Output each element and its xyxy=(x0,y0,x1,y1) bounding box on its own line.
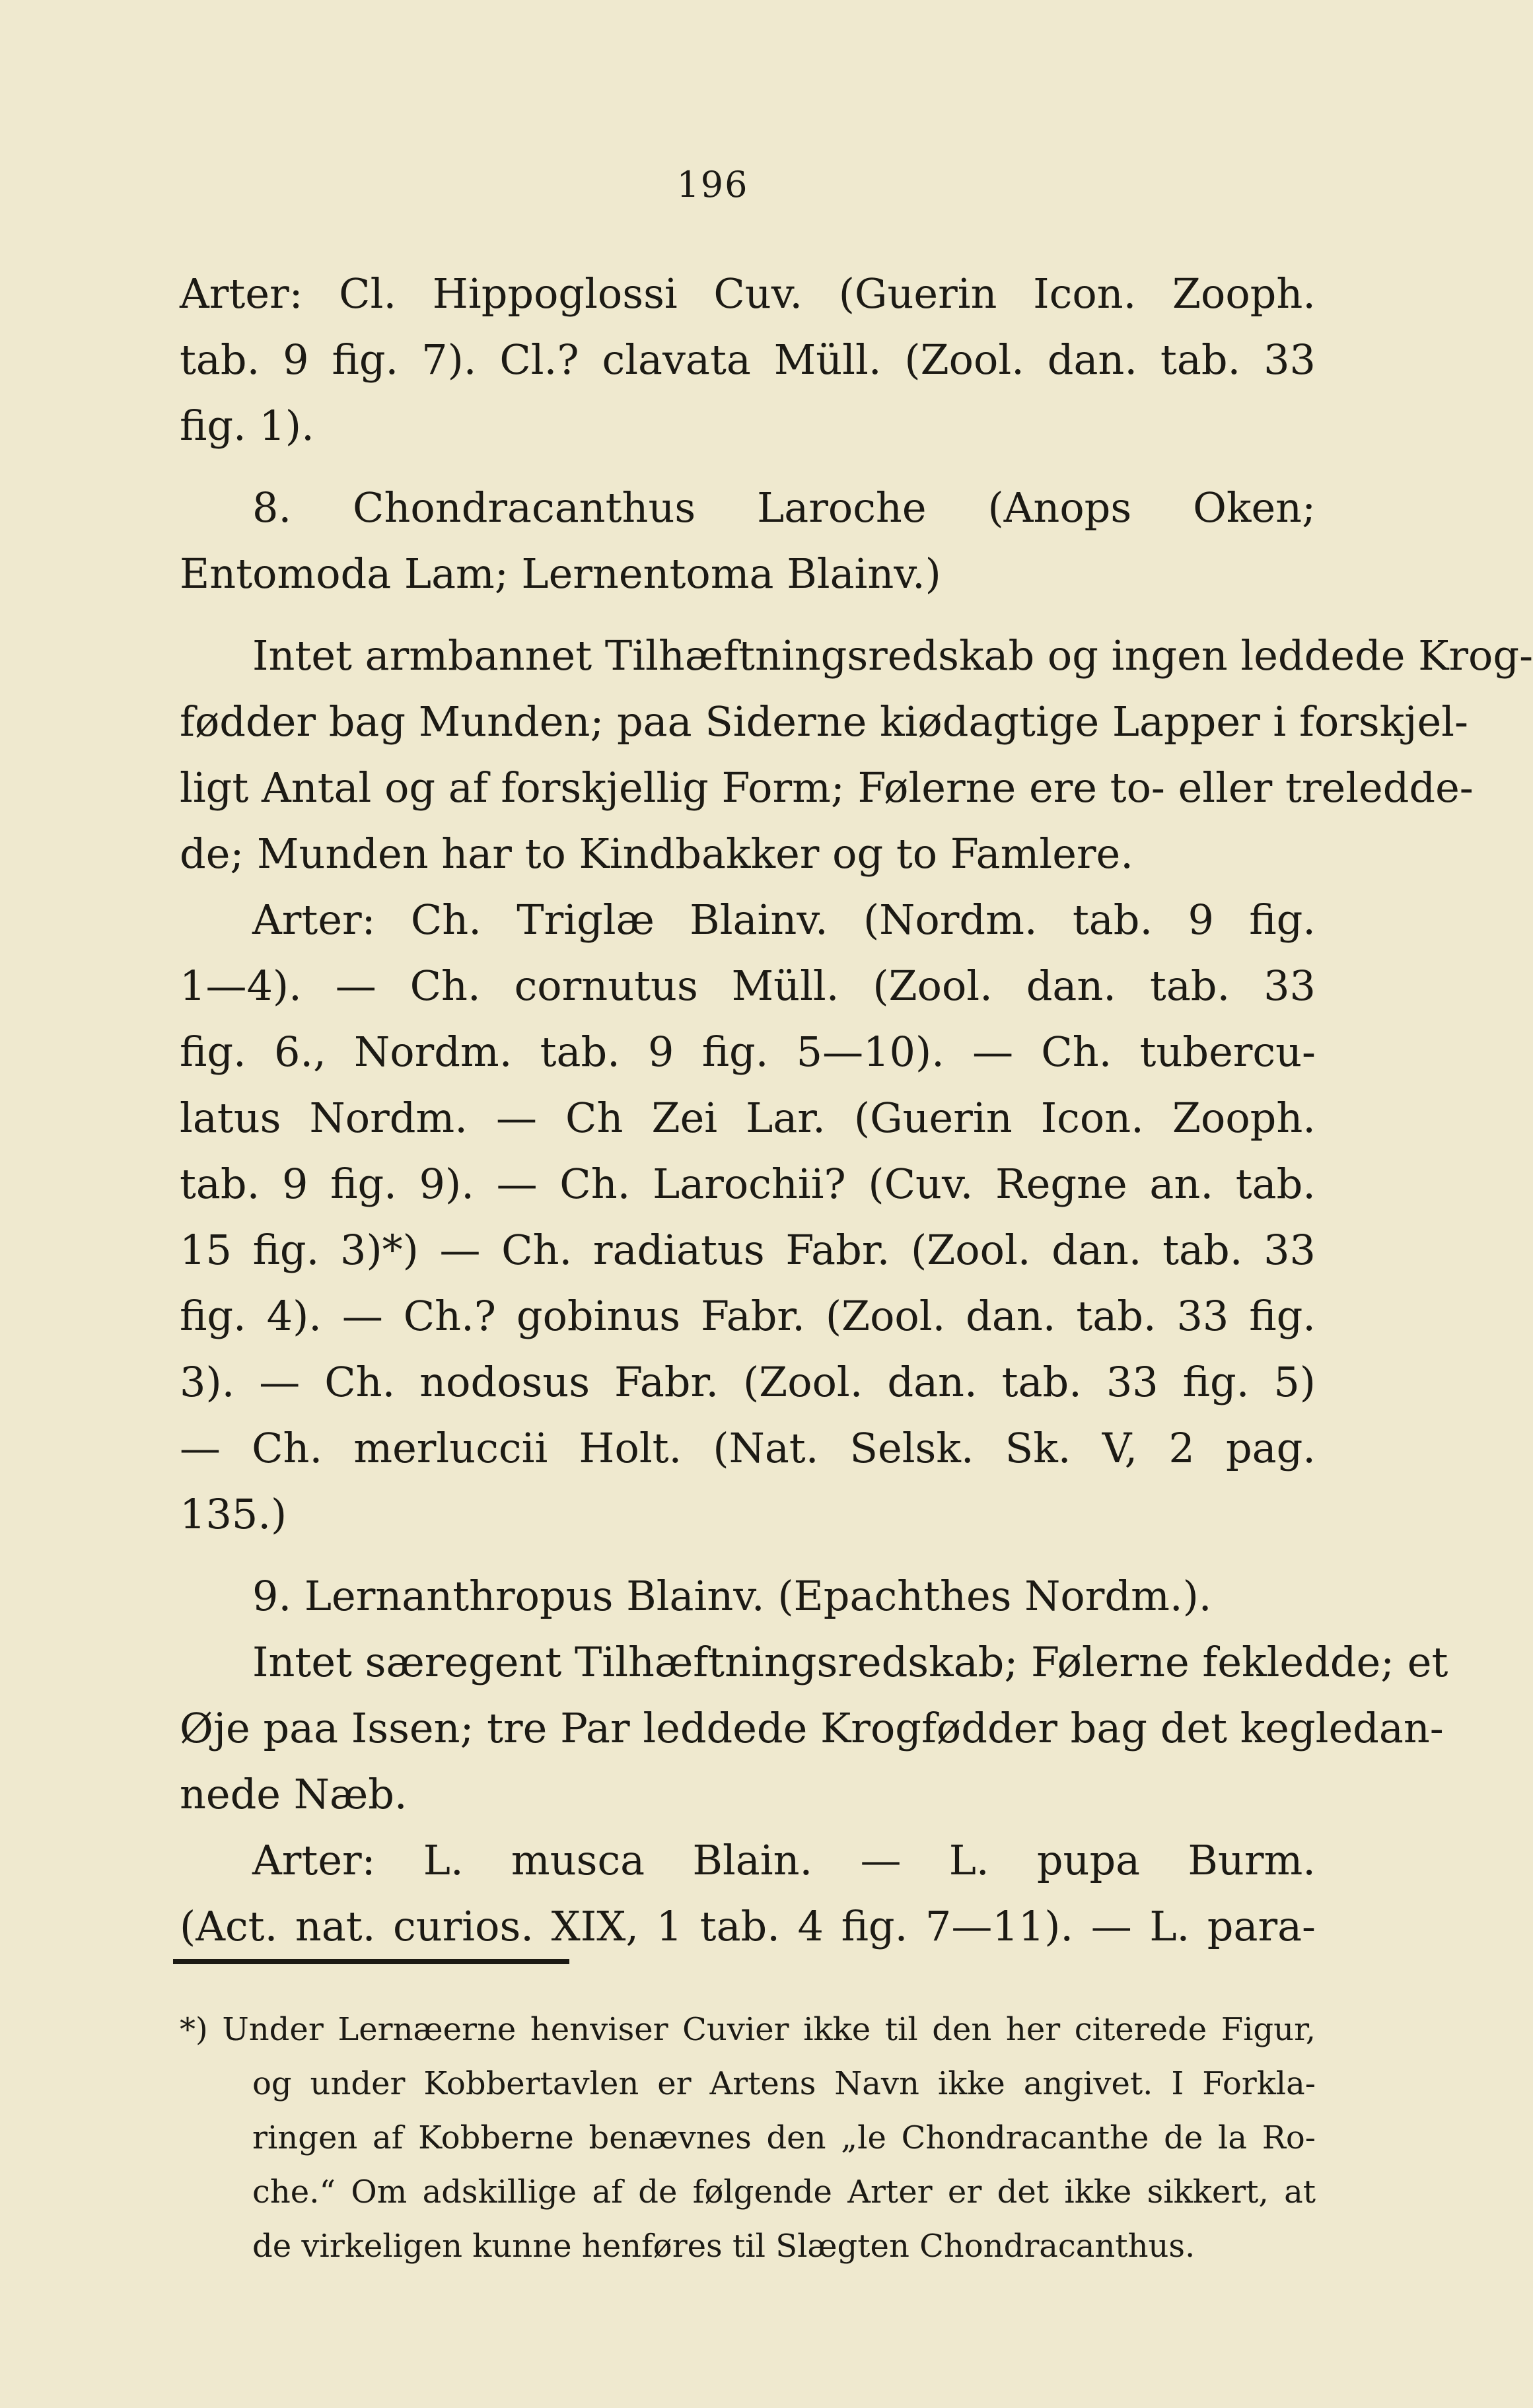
text-line: (Act. nat. curios. XIX, 1 tab. 4 fig. 7—11). — L. para- xyxy=(180,1902,1316,1950)
text-line: de; Munden har to Kindbakker og to Famlere. xyxy=(180,830,1133,878)
section-heading: 8. Chondracanthus Laroche (Anops Oken; xyxy=(252,483,1316,532)
text-line: ligt Antal og af forskjellig Form; Følerne ere to- eller treledde- xyxy=(180,763,1474,812)
text-line: 1—4). — Ch. cornutus Müll. (Zool. dan. tab. 33 xyxy=(180,962,1316,1010)
footnote-line: *) Under Lernæerne henviser Cuvier ikke til den her citerede Figur, xyxy=(180,2011,1316,2048)
text-line: tab. 9 fig. 9). — Ch. Larochii? (Cuv. Regne an. tab. xyxy=(180,1160,1316,1208)
footnote-divider xyxy=(173,1959,569,1964)
text-line: latus Nordm. — Ch Zei Lar. (Guerin Icon. Zooph. xyxy=(180,1094,1316,1142)
text-line: Arter: L. musca Blain. — L. pupa Burm. xyxy=(252,1836,1316,1884)
text-line: fødder bag Munden; paa Siderne kiødagtige Lapper i forskjel- xyxy=(180,697,1468,746)
text-line: Intet armbannet Tilhæftningsredskab og ingen leddede Krog- xyxy=(252,631,1533,680)
footnote xyxy=(180,2002,1316,2273)
footnote-line: ringen af Kobberne benævnes den „le Chondracanthe de la Ro- xyxy=(252,2119,1316,2156)
text-line: Arter: Cl. Hippoglossi Cuv. (Guerin Icon. Zooph. xyxy=(180,269,1316,318)
text-line: Entomoda Lam; Lernentoma Blainv.) xyxy=(180,549,941,598)
footnote-line: de virkeligen kunne henføres til Slægten Chondracanthus. xyxy=(252,2228,1195,2265)
text-line: Arter: Ch. Triglæ Blainv. (Nordm. tab. 9 fig. xyxy=(252,896,1316,944)
text-line: Intet særegent Tilhæftningsredskab; Følerne fekledde; et xyxy=(252,1638,1448,1686)
main-text xyxy=(180,261,1533,1960)
page-number: 196 xyxy=(676,164,749,205)
text-line: 3). — Ch. nodosus Fabr. (Zool. dan. tab. 33 fig. 5) xyxy=(180,1358,1316,1406)
text-line: fig. 4). — Ch.? gobinus Fabr. (Zool. dan. tab. 33 fig. xyxy=(180,1292,1316,1340)
text-line: fig. 1). xyxy=(180,402,314,450)
text-line: fig. 6., Nordm. tab. 9 fig. 5—10). — Ch. tubercu- xyxy=(180,1028,1316,1076)
footnote-line: og under Kobbertavlen er Artens Navn ikke angivet. I Forkla- xyxy=(252,2065,1316,2102)
text-line: — Ch. merluccii Holt. (Nat. Selsk. Sk. V, 2 pag. xyxy=(180,1424,1316,1472)
section-heading: 9. Lernanthropus Blainv. (Epachthes Nordm.). xyxy=(252,1572,1212,1620)
text-line: 15 fig. 3)*) — Ch. radiatus Fabr. (Zool. dan. tab. 33 xyxy=(180,1226,1316,1274)
text-line: nede Næb. xyxy=(180,1770,408,1818)
text-line: Øje paa Issen; tre Par leddede Krogfødder bag det kegledan- xyxy=(180,1704,1444,1752)
text-line: 135.) xyxy=(180,1490,287,1538)
text-line: tab. 9 fig. 7). Cl.? clavata Müll. (Zool. dan. tab. 33 xyxy=(180,336,1316,384)
footnote-line: che.“ Om adskillige af de følgende Arter er det ikke sikkert, at xyxy=(252,2174,1316,2211)
